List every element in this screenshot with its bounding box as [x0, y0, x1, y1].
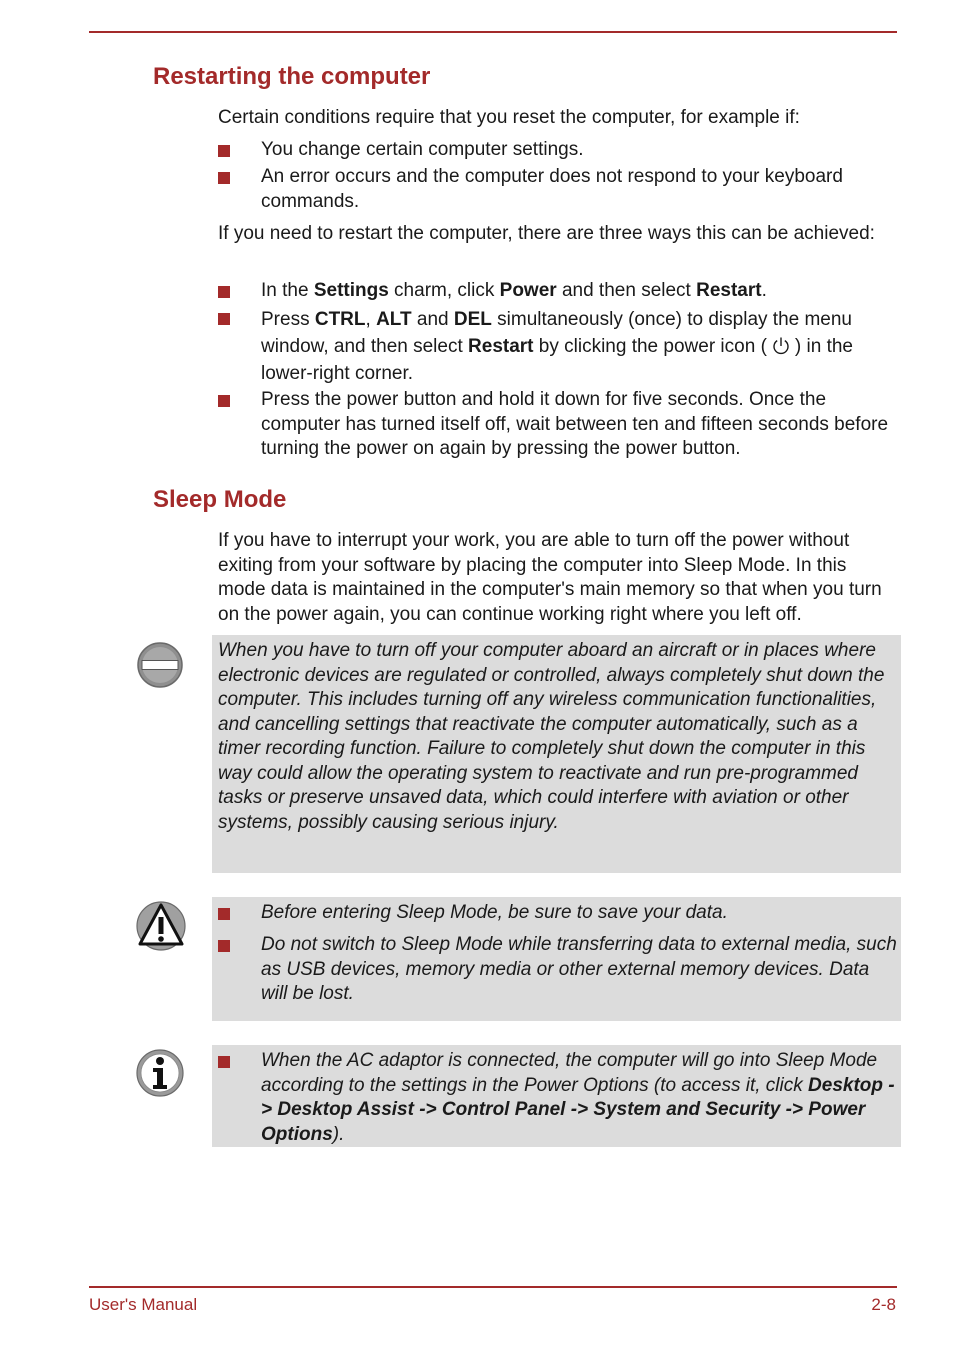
- list-item: When the AC adaptor is connected, the computer will go into Sleep Mode according to the settings in the Power Options (to access it, click Desktop -> Desktop Assist -> Control Panel -> System and Security -> Power Options).: [218, 1049, 898, 1147]
- bullet-square: [218, 1056, 230, 1068]
- info-note-box: [212, 1045, 901, 1147]
- bullet-square: [218, 395, 230, 407]
- caution-note-box: [212, 897, 901, 1021]
- power-icon: [771, 336, 791, 356]
- restart-ways-intro: If you need to restart the computer, there are three ways this can be achieved:: [218, 223, 875, 244]
- list-item: You change certain computer settings.: [218, 138, 898, 163]
- list-item: Before entering Sleep Mode, be sure to save your data.: [218, 901, 898, 926]
- header-rule: [89, 31, 897, 33]
- footer-title: User's Manual: [89, 1295, 198, 1314]
- list-item: Do not switch to Sleep Mode while transferring data to external media, such as USB devices, memory media or other external memory devices. Data will be lost.: [218, 933, 898, 1007]
- bullet-square: [218, 908, 230, 920]
- bullet-square: [218, 286, 230, 298]
- section-title-sleep-mode: Sleep Mode: [153, 486, 287, 513]
- prohibition-icon: [136, 641, 186, 691]
- section-title-restarting: Restarting the computer: [153, 63, 431, 90]
- bullet-square: [218, 313, 230, 325]
- list-item: An error occurs and the computer does not respond to your keyboard commands.: [218, 165, 898, 214]
- sleep-intro: If you have to interrupt your work, you are able to turn off the power without exiting from your software by placing the computer into Sleep Mode. In this mode data is maintained in the computer's main memory so that when you turn on the power again, you can continue working right where you left off.: [218, 530, 882, 625]
- bullet-square: [218, 172, 230, 184]
- page-number: 2-8: [871, 1295, 896, 1314]
- prohibition-note-box: [212, 635, 901, 873]
- caution-icon: [136, 900, 186, 950]
- list-item: Press the power button and hold it down for five seconds. Once the computer has turned itself off, wait between ten and fifteen seconds before turning the power on again by pressing the power button.: [218, 388, 898, 462]
- info-icon: [136, 1049, 186, 1099]
- bullet-square: [218, 940, 230, 952]
- list-item: Press CTRL, ALT and DEL simultaneously (once) to display the menu window, and then select Restart by clicking the power icon ( ) in the lower-right corner.: [218, 306, 898, 387]
- prohibition-note-text: When you have to turn off your computer aboard an aircraft or in places where electronic devices are regulated or controlled, always completely shut down the computer. This includes turning off any wireless communication functionalities, and cancelling settings that reactivate the computer automatically, such as a timer recording function. Failure to completely shut down the computer in this way could allow the operating system to reactivate and run pre-programmed tasks or preserve unsaved data, which could interfere with aviation or other systems, possibly causing serious injury.: [218, 640, 885, 833]
- footer-rule: [89, 1286, 897, 1288]
- restart-intro: Certain conditions require that you reset the computer, for example if:: [218, 107, 800, 128]
- bullet-square: [218, 145, 230, 157]
- list-item: In the Settings charm, click Power and then select Restart.: [218, 279, 898, 304]
